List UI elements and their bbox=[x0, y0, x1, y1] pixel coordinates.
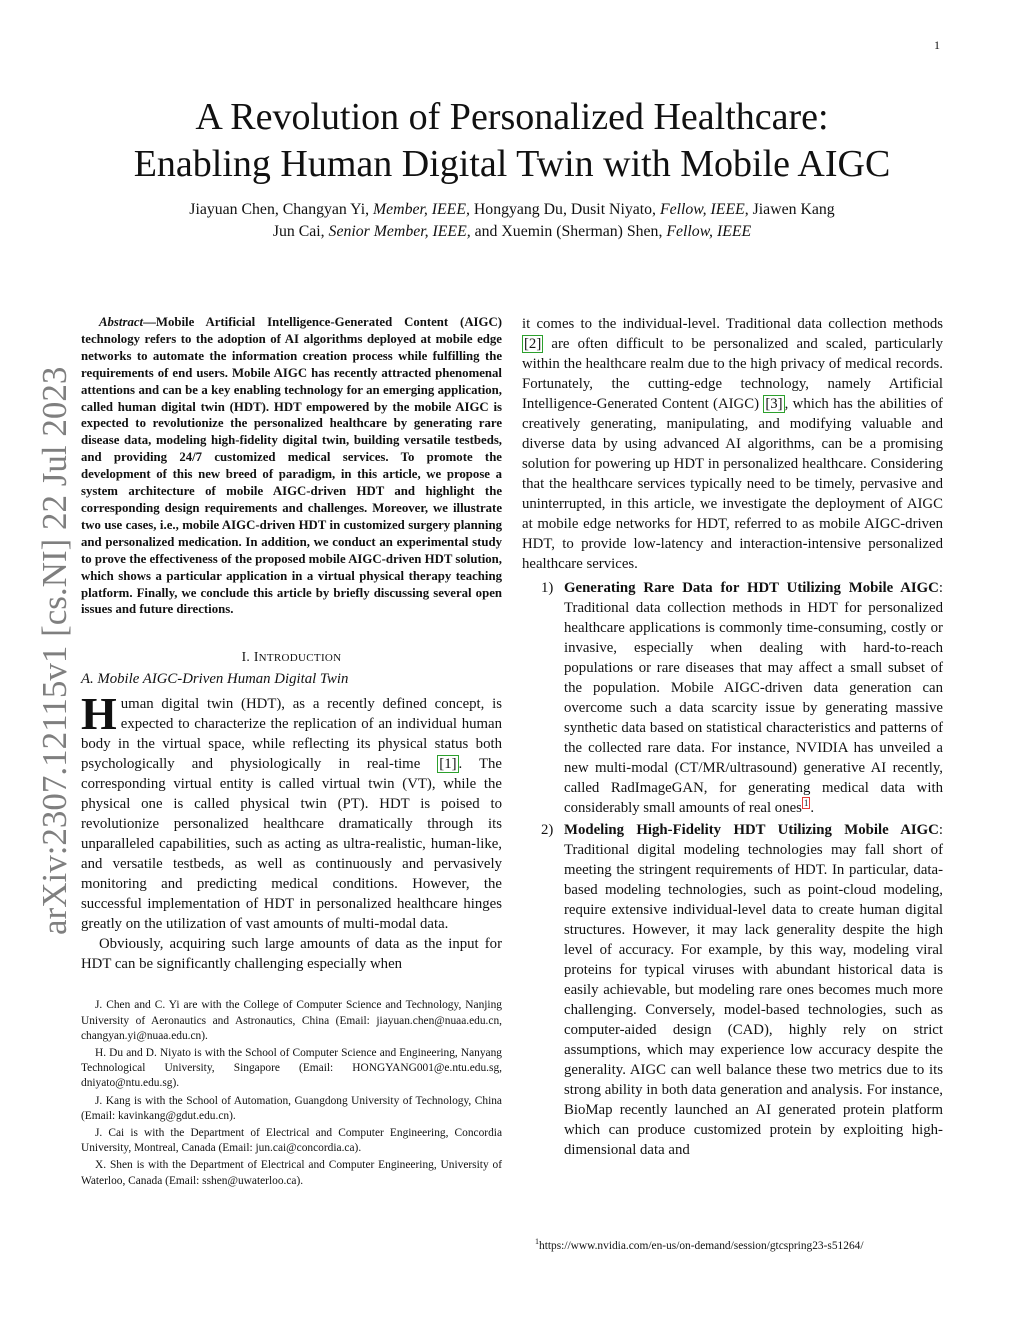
section-number: I. bbox=[241, 649, 254, 665]
section-title-rest: NTRODUCTION bbox=[258, 652, 342, 665]
body-text: are often difficult to be personalized and scaled, particularly within the healthcare realm due to the high privacy of medical records. Fortunately, the cutting-edge technology, namely Artificial Intelligence-Generated Content (AIGC) bbox=[522, 336, 943, 412]
page-number: 1 bbox=[934, 38, 940, 52]
list-item bbox=[522, 578, 943, 818]
affiliation-footnotes bbox=[81, 998, 502, 1188]
author-names: , Jiawen Kang bbox=[744, 201, 835, 218]
section-heading-introduction bbox=[81, 649, 502, 665]
list-item bbox=[522, 820, 943, 1160]
subsection-heading: A. Mobile AIGC-Driven Human Digital Twin bbox=[81, 671, 349, 688]
drop-cap: H bbox=[81, 688, 117, 740]
numbered-list bbox=[522, 578, 943, 1160]
author-names: and Xuemin (Sherman) Shen, bbox=[470, 223, 667, 240]
affiliation-note: J. Cai is with the Department of Electrical and Computer Engineering, Concordia University, Montreal, Canada (Email: jun.cai@concordia.ca). bbox=[81, 1126, 502, 1155]
page-footnote bbox=[535, 1237, 864, 1252]
author-names: Jun Cai, bbox=[272, 223, 329, 240]
footnote-link[interactable]: 1 bbox=[803, 798, 809, 809]
author-title: Senior Member, IEEE, bbox=[328, 223, 471, 240]
list-item-heading: Modeling High-Fidelity HDT Utilizing Mobile AIGC bbox=[564, 822, 939, 838]
author-list bbox=[60, 199, 964, 243]
intro-paragraph-2: Obviously, acquiring such large amounts of data as the input for HDT can be significantly challenging especially when bbox=[81, 936, 502, 973]
author-title: Fellow, IEEE bbox=[659, 201, 745, 218]
author-title: Member, IEEE, bbox=[372, 201, 470, 218]
affiliation-note: X. Shen is with the Department of Electrical and Computer Engineering, University of Waterloo, Canada (Email: sshen@uwaterloo.ca). bbox=[81, 1159, 502, 1187]
citation-link[interactable]: [2] bbox=[524, 336, 542, 352]
title-line-1: A Revolution of Personalized Healthcare: bbox=[195, 96, 829, 138]
list-item-text: : Traditional data collection methods in HDT for personalized healthcare applications is commonly time-consuming, costly or invasive, especially when dealing with hard-to-reach populations or rare diseases that may affect a small subset of the population. Mobile AIGC-driven data generation can overcome such a data scarcity issue by generating massive synthetic data based on statistical characteristics and patterns of the collected rare data. For instance, NVIDIA has unveiled a new multi-modal (CT/MR/ultrasound) generative AI recently, called RadImageGAN, for generating medical data with considerably small amounts of real ones bbox=[564, 580, 943, 816]
author-title: Fellow, IEEE bbox=[666, 223, 752, 240]
title-line-2: Enabling Human Digital Twin with Mobile AIGC bbox=[133, 143, 891, 185]
list-item-tail: . bbox=[810, 800, 815, 816]
affiliation-note: J. Chen and C. Yi are with the College of Computer Science and Technology, Nanjing University of Aeronautics and Astronautics, China (Email: jiayuan.chen@nuaa.edu.cn, changyan.yi@nuaa.edu.cn). bbox=[81, 999, 502, 1042]
author-line-1 bbox=[60, 199, 964, 221]
footnote-url[interactable]: https://www.nvidia.com/en-us/on-demand/session/gtcspring23-s51264/ bbox=[539, 1239, 864, 1252]
right-column bbox=[522, 314, 943, 1162]
citation-link[interactable]: [3] bbox=[765, 396, 783, 412]
author-line-2 bbox=[60, 221, 964, 243]
abstract-dash: — bbox=[143, 315, 156, 329]
list-item-text: : Traditional digital modeling technologies may fall short of meeting the stringent requirements of HDT. In particular, data-based modeling technologies, such as point-cloud modeling, require extensive individual-level data to create human digital structures. However, it may lack generality despite the high level of accuracy. For example, by this way, modeling viral proteins for typical viruses with abundant historical data is easily achievable, but modeling rare ones becomes much more challenging. Conversely, model-based technologies, such as computer-aided design (CAD), highly rely on strict assumptions, which may experience low accuracy despite the generality. AIGC can well balance these two metrics due to its strong ability in both data generation and analysis. For instance, BioMap recently launched an AI generated protein platform which can produce customized protein by exploiting high-dimensional data and bbox=[564, 822, 943, 1158]
body-text: it comes to the individual-level. Traditional data collection methods bbox=[522, 316, 943, 332]
list-number: 1) bbox=[541, 580, 554, 596]
author-names: Jiayuan Chen, Changyan Yi, bbox=[189, 201, 373, 218]
intro-text: uman digital twin (HDT), as a recently defined concept, is expected to characterize the replication of an individual human body in the virtual space, while reflecting its physical status both psychologically and physiologically in real-time bbox=[81, 696, 502, 773]
list-item-heading: Generating Rare Data for HDT Utilizing Mobile AIGC bbox=[564, 580, 939, 596]
intro-text: . The corresponding virtual entity is called virtual twin (VT), while the physical one is called physical twin (PT). HDT is poised to revolutionize personalized healthcare dramatically through its unparalleled capabilities, such as acting as ultra-realistic, human-like, and versatile testbeds, as well as continuously and pervasively monitoring and predicting medical conditions. However, the successful implementation of HDT in personalized healthcare hinges greatly on the utilization of vast amounts of multi-modal data. bbox=[81, 756, 502, 933]
left-column bbox=[81, 314, 502, 1191]
list-number: 2) bbox=[541, 822, 554, 838]
abstract-text: Mobile Artificial Intelligence-Generated Content (AIGC) technology refers to the adoption of AI algorithms deployed at mobile edge networks to automate the information creation process while fulfilling the requirements of end users. Mobile AIGC has recently attracted phenomenal attentions and can be a key enabling technology for an emerging application, called human digital twin (HDT). HDT empowered by the mobile AIGC is expected to revolutionize the personalized healthcare by generating rare disease data, modeling high-fidelity digital twin, building versatile testbeds, and providing 24/7 customized medical services. To promote the development of this new breed of paradigm, in this article, we propose a system architecture of mobile AIGC-driven HDT and highlight the corresponding design requirements and challenges. Moreover, we illustrate two use cases, i.e., mobile AIGC-driven HDT in customized surgery planning and personalized medication. In addition, we conduct an experimental study to prove the effectiveness of the proposed mobile AIGC-driven HDT solution, which shows a particular application in a virtual physical therapy teaching platform. Finally, we conclude this article by briefly discussing several open issues and future directions. bbox=[81, 315, 502, 617]
right-paragraph-1 bbox=[522, 314, 943, 574]
abstract bbox=[81, 314, 502, 618]
author-names: Hongyang Du, Dusit Niyato, bbox=[469, 201, 660, 218]
citation-link[interactable]: [1] bbox=[439, 756, 457, 773]
abstract-label: Abstract bbox=[99, 315, 144, 329]
section-title-initial: I bbox=[253, 649, 259, 665]
paper-title bbox=[60, 94, 964, 188]
intro-paragraph-1 bbox=[81, 688, 502, 934]
affiliation-note: H. Du and D. Niyato is with the School of Computer Science and Engineering, Nanyang Technological University, Singapore (Email: HONGYANG001@e.ntu.edu.sg, dniyato@ntu.edu.sg). bbox=[81, 1046, 502, 1090]
affiliation-note: J. Kang is with the School of Automation, Guangdong University of Technology, China (Email: kavinkang@gdut.edu.cn). bbox=[81, 1094, 502, 1122]
arxiv-identifier: arXiv:2307.12115v1 [cs.NI] 22 Jul 2023 bbox=[35, 366, 74, 935]
footnote-mark: 1 bbox=[535, 1237, 539, 1246]
body-text: , which has the abilities of creatively generating, manipulating, and modifying valuable and diverse data by using advanced AI algorithms, can be a promising solution for powering up HDT in personalized healthcare. Considering that the healthcare services typically need to be timely, pervasive and uninterrupted, in this article, we investigate the deployment of AIGC at mobile edge networks for HDT, referred to as mobile AIGC-driven HDT, to provide low-latency and interaction-intensive personalized healthcare services. bbox=[522, 396, 943, 572]
